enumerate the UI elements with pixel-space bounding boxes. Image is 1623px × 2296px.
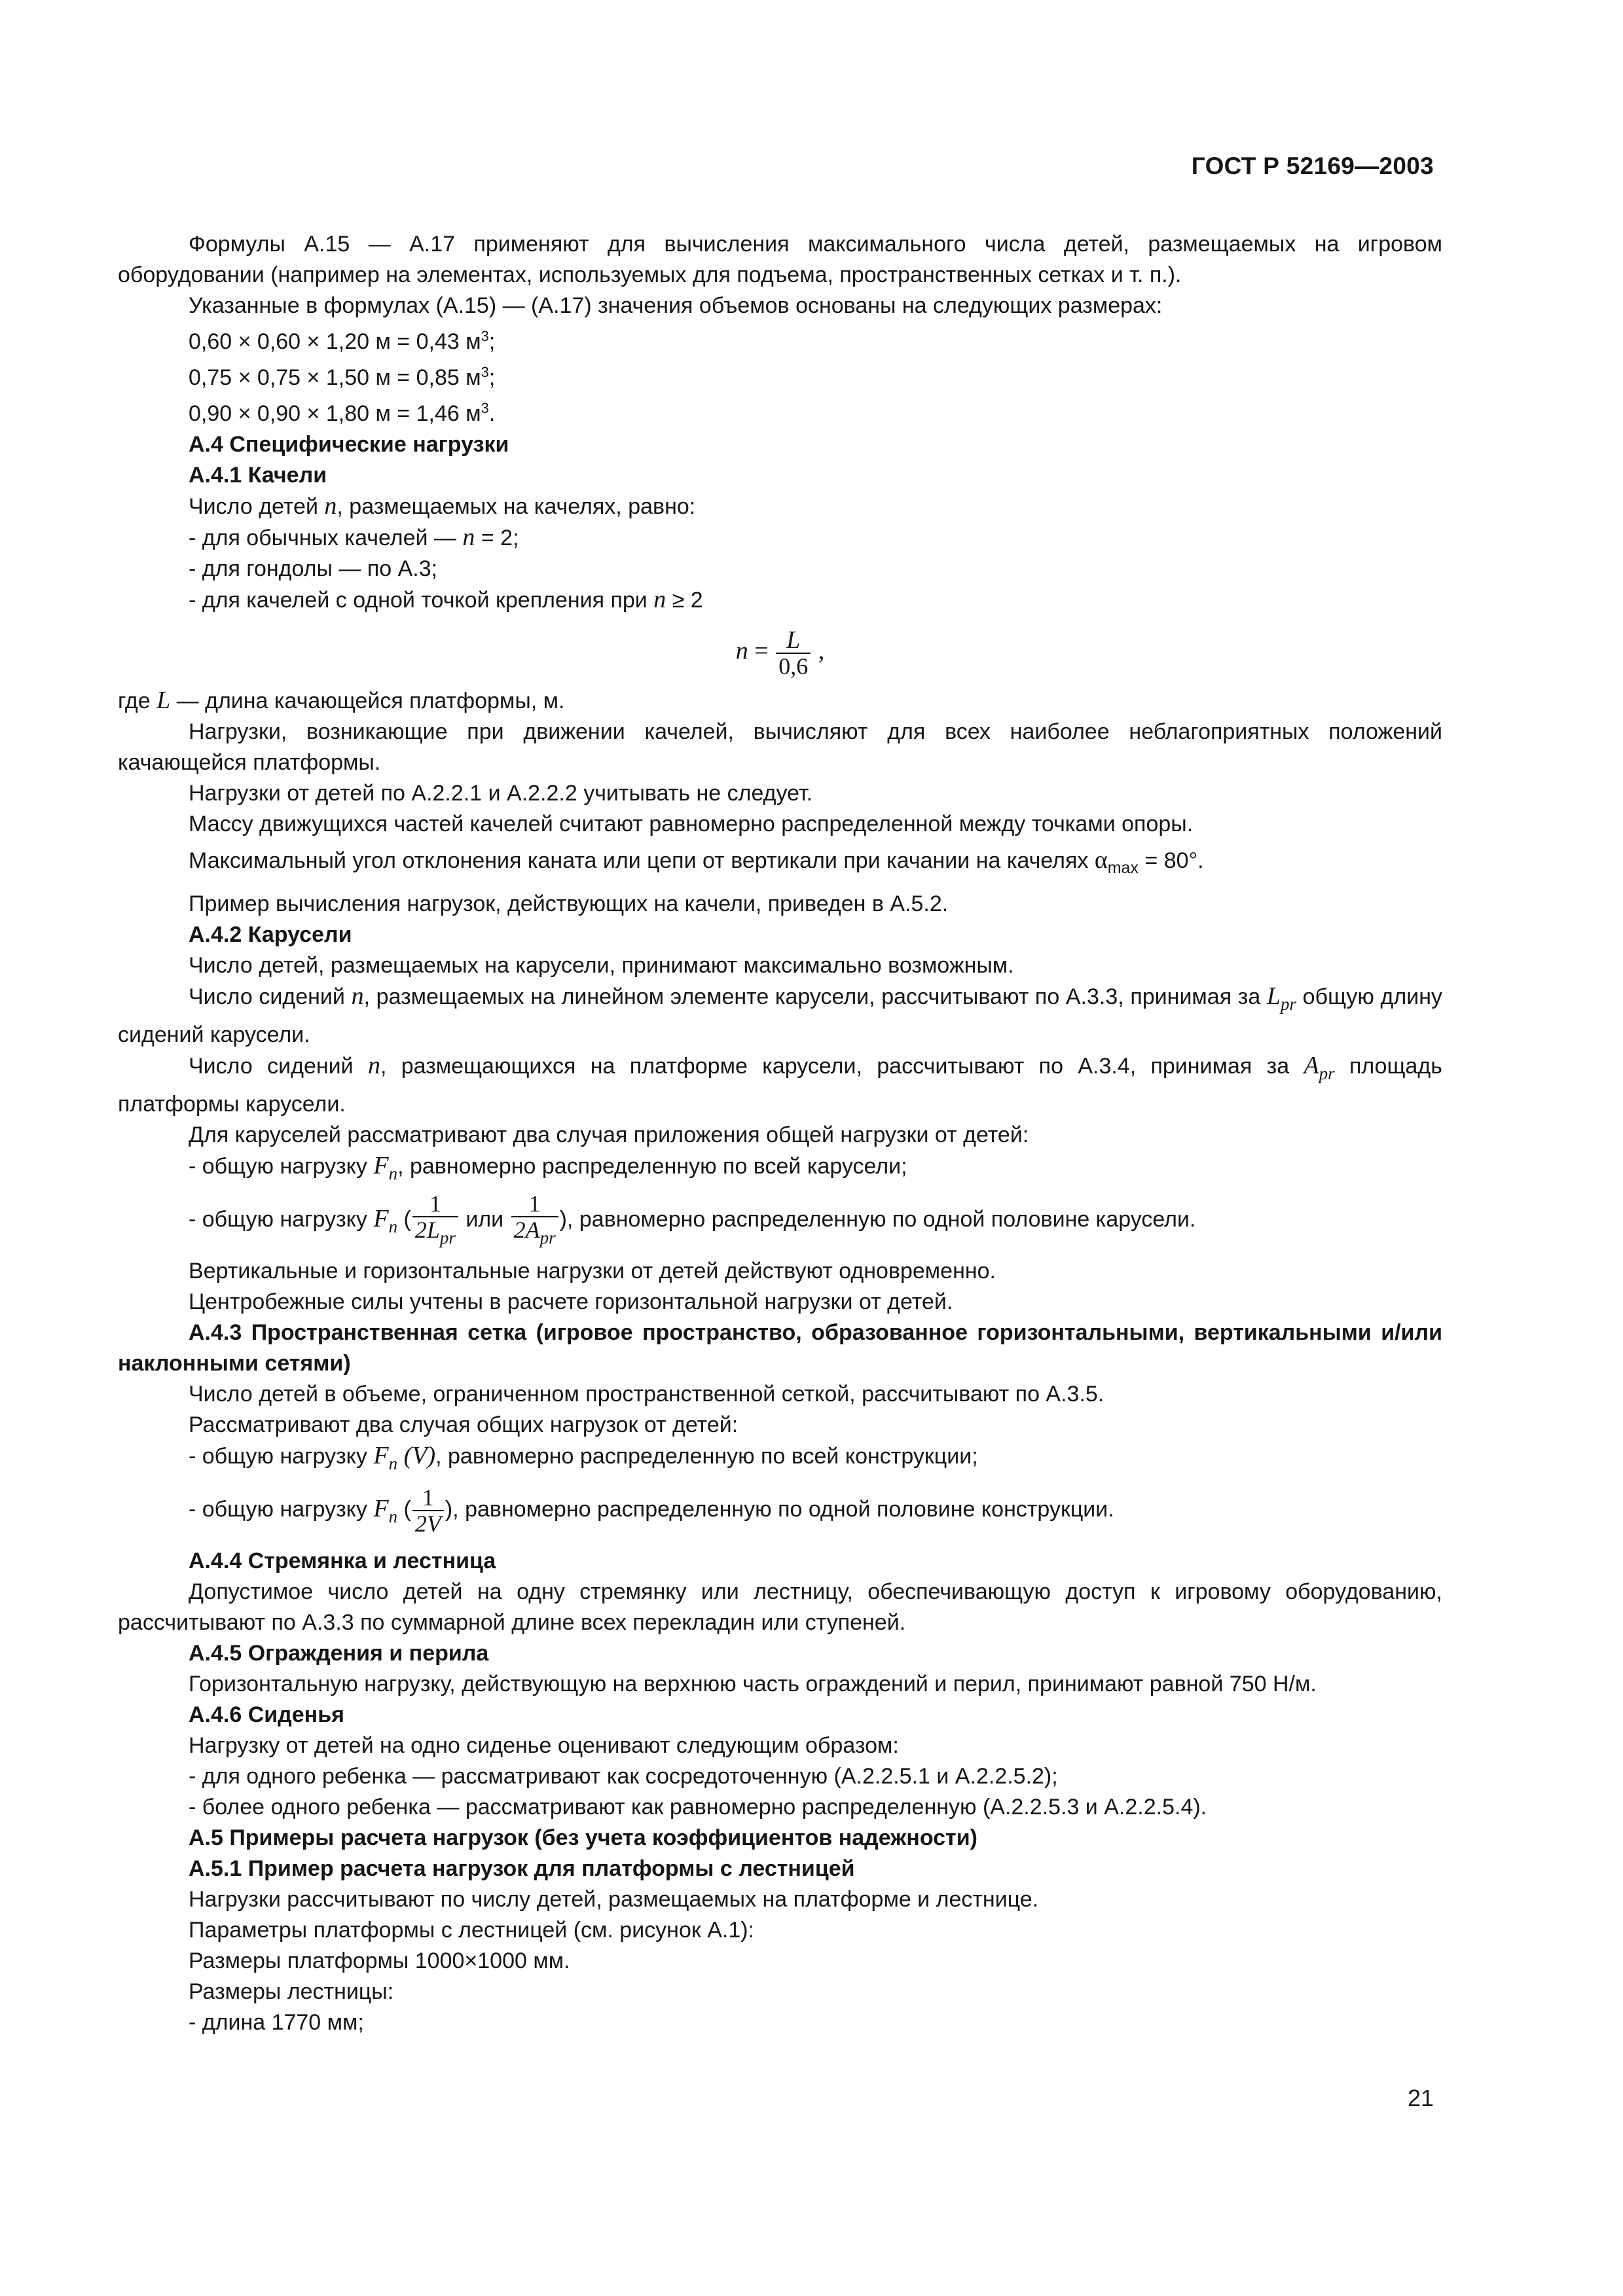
swing-single-point: - для качелей с одной точкой крепления при n ≥ 2 (189, 586, 703, 613)
carousel-two-cases: Для каруселей рассматривают два случая приложения общей нагрузки от детей: (189, 1122, 1029, 1147)
carousel-centrifugal: Центробежные силы учтены в расчете горизонтальной нагрузки от детей. (189, 1289, 953, 1314)
carousel-simultaneous: Вертикальные и горизонтальные нагрузки от детей действуют одновременно. (189, 1259, 996, 1283)
carousel-linear-seats: Число сидений n, размещаемых на линейном элементе карусели, рассчитывают по А.3.3, принимая за $L_{pr}$ общую длину сидений карусели. (118, 982, 1442, 1047)
heading-a4-5: А.4.5 Ограждения и перила (189, 1641, 489, 1666)
heading-a4-2: А.4.2 Карусели (189, 922, 352, 947)
heading-a5-1: А.5.1 Пример расчета нагрузок для платформы с лестницей (189, 1856, 855, 1881)
swing-loads-exclusion: Нагрузки от детей по А.2.2.1 и А.2.2.2 учитывать не следует. (189, 781, 813, 806)
net-children-count: Число детей в объеме, ограниченном пространственной сеткой, рассчитывают по А.3.5. (189, 1382, 1104, 1407)
heading-a4: А.4 Специфические нагрузки (189, 432, 509, 457)
heading-a5: А.5 Примеры расчета нагрузок (без учета коэффициентов надежности) (189, 1825, 977, 1850)
formula-n-equals-l-over: n = $\frac{L}{0,6}$ , (735, 626, 825, 679)
volume-line-2: 0,75 × 0,75 × 1,50 м = 0,85 $м^3$; (189, 364, 496, 390)
volume-line-1: 0,60 × 0,60 × 1,20 м = 0,43 $м^3$; (189, 328, 496, 354)
volume-line-3: 0,90 × 0,90 × 1,80 м = 1,46 $м^3$. (189, 400, 496, 426)
paragraph-volume-basis: Указанные в формулах (А.15) — (А.17) значения объемов основаны на следующих размерах: (189, 293, 1163, 318)
railing-load: Горизонтальную нагрузку, действующую на верхнюю часть ограждений и перил, принимают равной 750 Н/м. (189, 1672, 1317, 1696)
paragraph-formulas-purpose: Формулы А.15 — А.17 применяют для вычисления максимального числа детей, размещаемых на игровом оборудовании (например на элементах, используемых для подъема, пространственных сетках и т. п.). (118, 232, 1442, 287)
example-ladder-length: - длина 1770 мм; (189, 2010, 364, 2035)
heading-a4-4: А.4.4 Стремянка и лестница (189, 1549, 496, 1573)
example-platform-params: Параметры платформы с лестницей (см. рисунок А.1): (189, 1918, 754, 1943)
net-case-half: - общую нагрузку $F_n$ ( $\frac{1}{2V}$ ), равномерно распределенную по одной половине конструкции. (189, 1484, 1114, 1537)
page-number: 21 (1407, 2085, 1434, 2111)
carousel-platform-seats: Число сидений n, размещающихся на платформе карусели, рассчитывают по А.3.4, принимая за $A_{pr}$ площадь платформы карусели. (118, 1052, 1442, 1117)
swing-regular: - для обычных качелей — n = 2; (189, 524, 519, 551)
heading-a4-6: А.4.6 Сиденья (189, 1702, 344, 1727)
swing-gondola: - для гондолы — по А.3; (189, 556, 438, 581)
example-platform-size: Размеры платформы 1000×1000 мм. (189, 1948, 570, 1973)
heading-a4-1: А.4.1 Качели (189, 463, 327, 488)
example-ladder-size: Размеры лестницы: (189, 1979, 394, 2004)
carousel-case-half: - общую нагрузку $F_n$ ( $\frac{1}{2L_{pr}}$ или $\frac{1}{2A_{pr}}$ ), равномерно распределенную по одной половине карусели. (118, 1189, 1442, 1256)
swing-mass-distribution: Массу движущихся частей качелей считают равномерно распределенной между точками опоры. (189, 812, 1194, 836)
carousel-case-full: - общую нагрузку $F_n$, равномерно распределенную по всей карусели; (189, 1152, 907, 1183)
swing-loads-motion: Нагрузки, возникающие при движении качелей, вычисляют для всех наиболее неблагоприятных положений качающейся платформы. (118, 719, 1442, 775)
seat-load-one-child: - для одного ребенка — рассматривают как сосредоточенную (А.2.2.5.1 и А.2.2.5.2); (189, 1764, 1058, 1789)
carousel-children-count: Число детей, размещаемых на карусели, принимают максимально возможным. (189, 953, 1014, 978)
net-case-full: - общую нагрузку $F_n$ (V), равномерно распределенную по всей конструкции; (189, 1442, 978, 1473)
seat-load-multiple: - более одного ребенка — рассматривают как равномерно распределенную (А.2.2.5.3 и А.2.2.5.4). (189, 1795, 1207, 1820)
example-loads-basis: Нагрузки рассчитывают по числу детей, размещаемых на платформе и лестнице. (189, 1887, 1039, 1912)
seat-load-intro: Нагрузку от детей на одно сиденье оценивают следующим образом: (189, 1733, 899, 1758)
document-body (118, 229, 1442, 2038)
document-code: ГОСТ Р 52169—2003 (1191, 152, 1434, 179)
net-two-cases: Рассматривают два случая общих нагрузок от детей: (189, 1412, 739, 1437)
heading-a4-3: А.4.3 Пространственная сетка (игровое пространство, образованное горизонтальными, вертикальными и/или наклонными сетями) (118, 1320, 1442, 1376)
swing-children-count: Число детей n, размещаемых на качелях, равно: (189, 492, 696, 520)
swing-max-angle: Максимальный угол отклонения каната или цепи от вертикали при качании на качелях $\alpha_{max} = 80^\circ$. (189, 846, 1204, 877)
ladder-children-count: Допустимое число детей на одну стремянку или лестницу, обеспечивающую доступ к игровому оборудованию, рассчитывают по А.3.3 по суммарной длине всех перекладин или ступеней. (118, 1579, 1442, 1635)
swing-example-ref: Пример вычисления нагрузок, действующих на качели, приведен в А.5.2. (189, 891, 949, 916)
where-l-definition: где L — длина качающейся платформы, м. (118, 687, 565, 714)
